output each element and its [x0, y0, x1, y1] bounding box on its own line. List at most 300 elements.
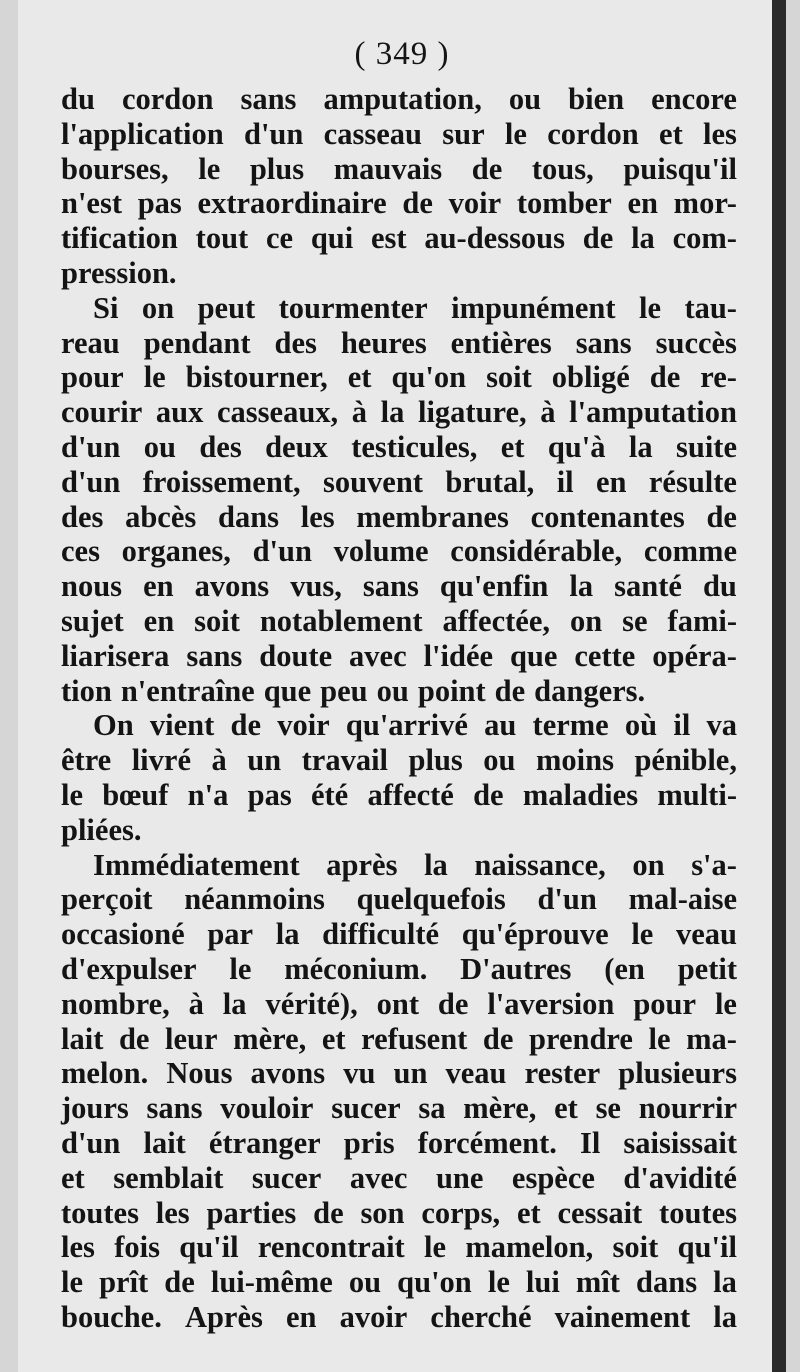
word: ou: [376, 673, 409, 708]
word: avec: [349, 638, 407, 673]
word: rencontrait: [257, 1230, 405, 1265]
word: qu'on: [397, 1265, 472, 1300]
word: et: [347, 360, 372, 395]
text-line: [61, 813, 737, 848]
word: en: [143, 569, 174, 604]
word: les: [61, 1230, 95, 1265]
word: abcès: [125, 499, 197, 534]
word: ou: [483, 743, 516, 778]
text-line: [61, 534, 737, 569]
text-line: [61, 639, 737, 674]
text-line: [61, 360, 737, 395]
word: sucer: [251, 1160, 322, 1195]
word: cordon: [547, 116, 639, 151]
text-line: [61, 778, 737, 813]
word: semblait: [113, 1160, 224, 1195]
text-line: [61, 848, 737, 883]
word: le: [714, 986, 737, 1021]
word: toutes: [61, 1195, 139, 1230]
word: la: [424, 847, 448, 882]
book-page: [18, 0, 786, 1372]
word: et: [321, 1021, 346, 1056]
word: il: [556, 464, 574, 499]
word: avec: [349, 1160, 408, 1195]
word: qu'enfin: [439, 569, 549, 604]
word: on: [632, 847, 665, 882]
page-edge-shadow: [772, 0, 786, 1372]
word: l'aversion: [487, 986, 615, 1021]
text-line: [61, 117, 737, 152]
text-line: [61, 1022, 737, 1057]
word: d'expulser: [61, 951, 197, 986]
word: encore: [651, 82, 737, 116]
word: soit: [194, 603, 240, 638]
word: prît: [99, 1265, 149, 1300]
word: pas: [247, 777, 292, 812]
text-line: [61, 326, 737, 361]
word: ligature,: [417, 395, 527, 430]
word: volume: [333, 534, 429, 569]
word: (en: [604, 951, 645, 986]
text-line: [61, 952, 737, 987]
word: moins: [535, 743, 614, 778]
word: avons: [194, 569, 270, 604]
word: mère,: [463, 1091, 537, 1126]
word: mor-: [673, 186, 737, 221]
word: une: [435, 1160, 484, 1195]
text-line: [61, 1161, 737, 1196]
word: mal-aise: [628, 882, 737, 917]
word: cordon: [121, 82, 214, 116]
word: avons: [250, 1056, 326, 1091]
word: nombre,: [61, 986, 170, 1021]
word: le: [424, 1230, 447, 1265]
word: étranger: [208, 1125, 321, 1160]
word: perçoit: [61, 882, 153, 917]
word: en: [143, 603, 175, 638]
word: bouche.: [61, 1299, 162, 1334]
word: est: [370, 221, 407, 256]
word: corps,: [421, 1195, 501, 1230]
word: la: [713, 1299, 737, 1334]
word: du: [61, 82, 95, 116]
word: n'entraîne: [120, 673, 255, 708]
word: pendant: [143, 325, 251, 360]
word: des: [61, 499, 104, 534]
word: ces: [61, 534, 100, 569]
word: qu'éprouve: [461, 917, 609, 952]
word: bistourner,: [185, 360, 328, 395]
word: casseaux,: [217, 395, 339, 430]
word: de: [437, 986, 469, 1021]
word: après: [326, 847, 398, 882]
word: de: [230, 708, 261, 743]
text-line: [61, 1300, 737, 1335]
word: sans: [146, 1091, 203, 1126]
word: et: [61, 1160, 85, 1195]
word: Il: [579, 1125, 601, 1160]
word: le: [143, 360, 166, 395]
word: le: [648, 1021, 671, 1056]
word: contenantes: [530, 499, 685, 534]
word: opéra-: [652, 638, 737, 673]
word: cette: [574, 638, 636, 673]
word: on: [141, 290, 175, 325]
word: aux: [155, 395, 204, 430]
text-line: [61, 1091, 737, 1126]
word: résulte: [648, 464, 737, 499]
word: méconium.: [284, 951, 428, 986]
word: d'un: [61, 1125, 121, 1160]
word: dans: [636, 1265, 698, 1300]
word: melon.: [61, 1056, 149, 1091]
word: dangers.: [534, 673, 646, 708]
word: organes,: [121, 534, 231, 569]
text-line: [61, 708, 737, 743]
text-line: [61, 743, 737, 778]
word: prendre: [529, 1021, 633, 1056]
word: froissement,: [142, 464, 301, 499]
word: de: [313, 1195, 344, 1230]
word: petit: [677, 951, 737, 986]
word: n'est: [61, 186, 122, 221]
word: la: [222, 986, 247, 1021]
word: et: [500, 429, 525, 464]
word: sans: [186, 638, 243, 673]
word: amputation,: [323, 82, 482, 116]
word: l'application: [61, 116, 224, 151]
word: son: [360, 1195, 405, 1230]
word: bien: [568, 82, 625, 116]
word: à: [540, 395, 556, 430]
word: deux: [265, 429, 328, 464]
word: on: [569, 603, 603, 638]
word: espèce: [511, 1160, 595, 1195]
word: affectée,: [442, 603, 550, 638]
word: vouloir: [220, 1091, 314, 1126]
word: au-dessous: [424, 221, 566, 256]
word: en: [285, 1299, 317, 1334]
word: rester: [524, 1056, 601, 1091]
word: toutes: [659, 1195, 737, 1230]
word: par: [207, 917, 254, 952]
word: quelquefois: [356, 882, 506, 917]
word: les: [300, 499, 335, 534]
word: l'idée: [423, 638, 494, 673]
word: cessait: [557, 1195, 643, 1230]
text-line: [61, 569, 737, 604]
word: suite: [675, 429, 737, 464]
word: au: [484, 708, 517, 743]
word: des: [199, 429, 242, 464]
word: de: [402, 186, 433, 221]
word: le: [61, 777, 84, 812]
word: vus,: [290, 569, 342, 604]
word: forcément.: [417, 1125, 557, 1160]
word: va: [706, 708, 737, 743]
word: reau: [61, 325, 120, 360]
word: souvent: [322, 464, 423, 499]
word: de: [706, 499, 737, 534]
word: sans: [575, 325, 632, 360]
word: brutal,: [445, 464, 535, 499]
word: membranes: [356, 499, 509, 534]
word: ou: [143, 429, 176, 464]
word: sans: [362, 569, 419, 604]
word: se: [595, 1091, 621, 1126]
word: soit: [612, 1230, 659, 1265]
word: des: [274, 325, 317, 360]
word: et: [659, 116, 683, 151]
word: qu'il: [677, 1230, 737, 1265]
text-line: [61, 674, 737, 709]
word: courir: [61, 395, 143, 430]
word: ou: [348, 1265, 382, 1300]
word: de: [482, 1021, 514, 1056]
word: cherché: [430, 1299, 532, 1334]
word: tomber: [516, 186, 612, 221]
word: extraordinaire: [197, 186, 387, 221]
word: point: [417, 673, 486, 708]
word: un: [247, 743, 282, 778]
word: entières: [450, 325, 552, 360]
word: été: [310, 777, 349, 812]
word: mît: [575, 1265, 620, 1300]
word: refusent: [361, 1021, 468, 1056]
word: du: [702, 569, 737, 604]
word: être: [61, 743, 112, 778]
word: d'un: [61, 464, 121, 499]
text-line: [61, 430, 737, 465]
word: le: [61, 1265, 84, 1300]
word: que: [509, 638, 558, 673]
word: voir: [448, 186, 502, 221]
word: il: [673, 708, 691, 743]
word: pour: [61, 360, 124, 395]
word: veau: [445, 1056, 507, 1091]
word: pour: [633, 986, 697, 1021]
word: vu: [343, 1056, 376, 1091]
word: de: [494, 673, 526, 708]
word: soit: [486, 360, 532, 395]
word: le: [638, 290, 661, 325]
word: plusieurs: [618, 1056, 737, 1091]
word: mauvais: [333, 151, 443, 186]
word: pliées.: [61, 812, 142, 847]
word: com-: [672, 221, 737, 256]
word: naissance,: [474, 847, 606, 882]
word: tification: [61, 221, 178, 256]
word: s'a-: [691, 847, 737, 882]
word: avoir: [339, 1299, 408, 1334]
word: d'un: [244, 116, 304, 151]
word: vérité),: [265, 986, 358, 1021]
text-line: [61, 256, 737, 291]
word: d'un: [252, 534, 312, 569]
word: et: [516, 1195, 541, 1230]
word: le: [487, 1265, 510, 1300]
word: santé: [614, 569, 682, 604]
word: tion: [61, 673, 112, 708]
word: de: [118, 1021, 150, 1056]
word: que: [263, 673, 312, 708]
word: voir: [277, 708, 330, 743]
text-line: [61, 882, 737, 917]
page-number: ( 349 ): [354, 36, 450, 72]
word: notablement: [259, 603, 423, 638]
word: plus: [408, 743, 463, 778]
word: liarisera: [61, 638, 170, 673]
word: considérable,: [450, 534, 623, 569]
word: vient: [149, 708, 215, 743]
word: doute: [259, 638, 333, 673]
text-line: [61, 291, 737, 326]
word: se: [622, 603, 648, 638]
text-line: [61, 604, 737, 639]
word: jours: [61, 1091, 129, 1126]
word: lait: [143, 1125, 186, 1160]
word: qui: [310, 221, 354, 256]
word: bœuf: [102, 777, 169, 812]
word: qu'il: [179, 1230, 239, 1265]
word: obligé: [551, 360, 630, 395]
word: veau: [676, 917, 737, 952]
word: parties: [206, 1195, 297, 1230]
word: nous: [61, 569, 123, 604]
word: Immédiatement: [93, 847, 300, 882]
word: pas: [137, 186, 182, 221]
word: terme: [532, 708, 609, 743]
word: qu'arrivé: [345, 708, 468, 743]
word: lui-même: [210, 1265, 333, 1300]
word: ce: [265, 221, 294, 256]
word: pénible,: [634, 743, 737, 778]
word: mamelon,: [465, 1230, 594, 1265]
word: le: [631, 917, 654, 952]
word: d'avidité: [623, 1160, 737, 1195]
word: les: [703, 116, 737, 151]
word: l'amputation: [569, 395, 737, 430]
word: sur: [442, 116, 485, 151]
text-line: [61, 500, 737, 535]
word: la: [275, 917, 300, 952]
word: multi-: [657, 777, 737, 812]
word: qu'à: [547, 429, 606, 464]
word: maladies: [522, 777, 639, 812]
word: tourmenter: [278, 290, 428, 325]
word: peut: [197, 290, 256, 325]
word: où: [624, 708, 658, 743]
word: bourses,: [61, 151, 169, 186]
text-line: [61, 465, 737, 500]
word: mère,: [233, 1021, 307, 1056]
word: le: [229, 951, 252, 986]
word: sucer: [331, 1091, 401, 1126]
word: d'un: [537, 882, 597, 917]
word: tau-: [684, 290, 737, 325]
word: qu'on: [391, 360, 467, 395]
word: affecté: [367, 777, 454, 812]
word: tout: [195, 221, 249, 256]
word: puisqu'il: [623, 151, 737, 186]
word: succès: [655, 325, 737, 360]
word: occasioné: [61, 917, 185, 952]
word: la: [713, 1265, 737, 1300]
word: sa: [418, 1091, 446, 1126]
word: lui: [525, 1265, 560, 1300]
word: de: [164, 1265, 195, 1300]
word: un: [393, 1056, 428, 1091]
word: fami-: [667, 603, 737, 638]
word: sans: [240, 82, 297, 116]
word: dans: [217, 499, 280, 534]
word: D'autres: [460, 951, 572, 986]
word: sujet: [61, 603, 124, 638]
text-line: [61, 152, 737, 187]
word: pris: [343, 1125, 395, 1160]
word: les: [155, 1195, 190, 1230]
word: ma-: [686, 1021, 737, 1056]
word: Nous: [166, 1056, 233, 1091]
word: leur: [165, 1021, 218, 1056]
word: peu: [320, 673, 368, 708]
word: le: [198, 151, 221, 186]
word: heures: [340, 325, 427, 360]
word: tous,: [531, 151, 594, 186]
word: ont: [376, 986, 419, 1021]
word: Après: [184, 1299, 263, 1334]
word: saisissait: [623, 1125, 737, 1160]
word: n'a: [187, 777, 229, 812]
text-line: [61, 1126, 737, 1161]
word: impunément: [451, 290, 616, 325]
word: de: [471, 151, 503, 186]
text-line: [61, 1196, 737, 1231]
word: d'un: [61, 429, 121, 464]
word: nourrir: [638, 1091, 737, 1126]
word: vainement: [554, 1299, 691, 1334]
word: de: [582, 221, 614, 256]
word: à: [188, 986, 204, 1021]
word: à: [211, 743, 227, 778]
word: de: [473, 777, 504, 812]
word: testicules,: [351, 429, 478, 464]
word: de: [649, 360, 681, 395]
word: le: [504, 116, 527, 151]
word: la: [569, 569, 594, 604]
word: livré: [131, 743, 191, 778]
word: la: [631, 221, 655, 256]
word: et: [554, 1091, 578, 1126]
text-line: [61, 82, 737, 117]
word: comme: [643, 534, 737, 569]
text-line: [61, 221, 737, 256]
word: à: [351, 395, 368, 430]
word: travail: [301, 743, 389, 778]
word: Si: [93, 290, 119, 325]
word: On: [93, 708, 134, 743]
text-line: [61, 987, 737, 1022]
word: pression.: [61, 255, 177, 290]
text-line: [61, 395, 737, 430]
text-line: [61, 186, 737, 221]
word: fois: [114, 1230, 160, 1265]
body-text: [61, 82, 737, 1335]
word: plus: [249, 151, 305, 186]
word: la: [380, 395, 405, 430]
word: re-: [700, 360, 737, 395]
text-line: [61, 1056, 737, 1091]
